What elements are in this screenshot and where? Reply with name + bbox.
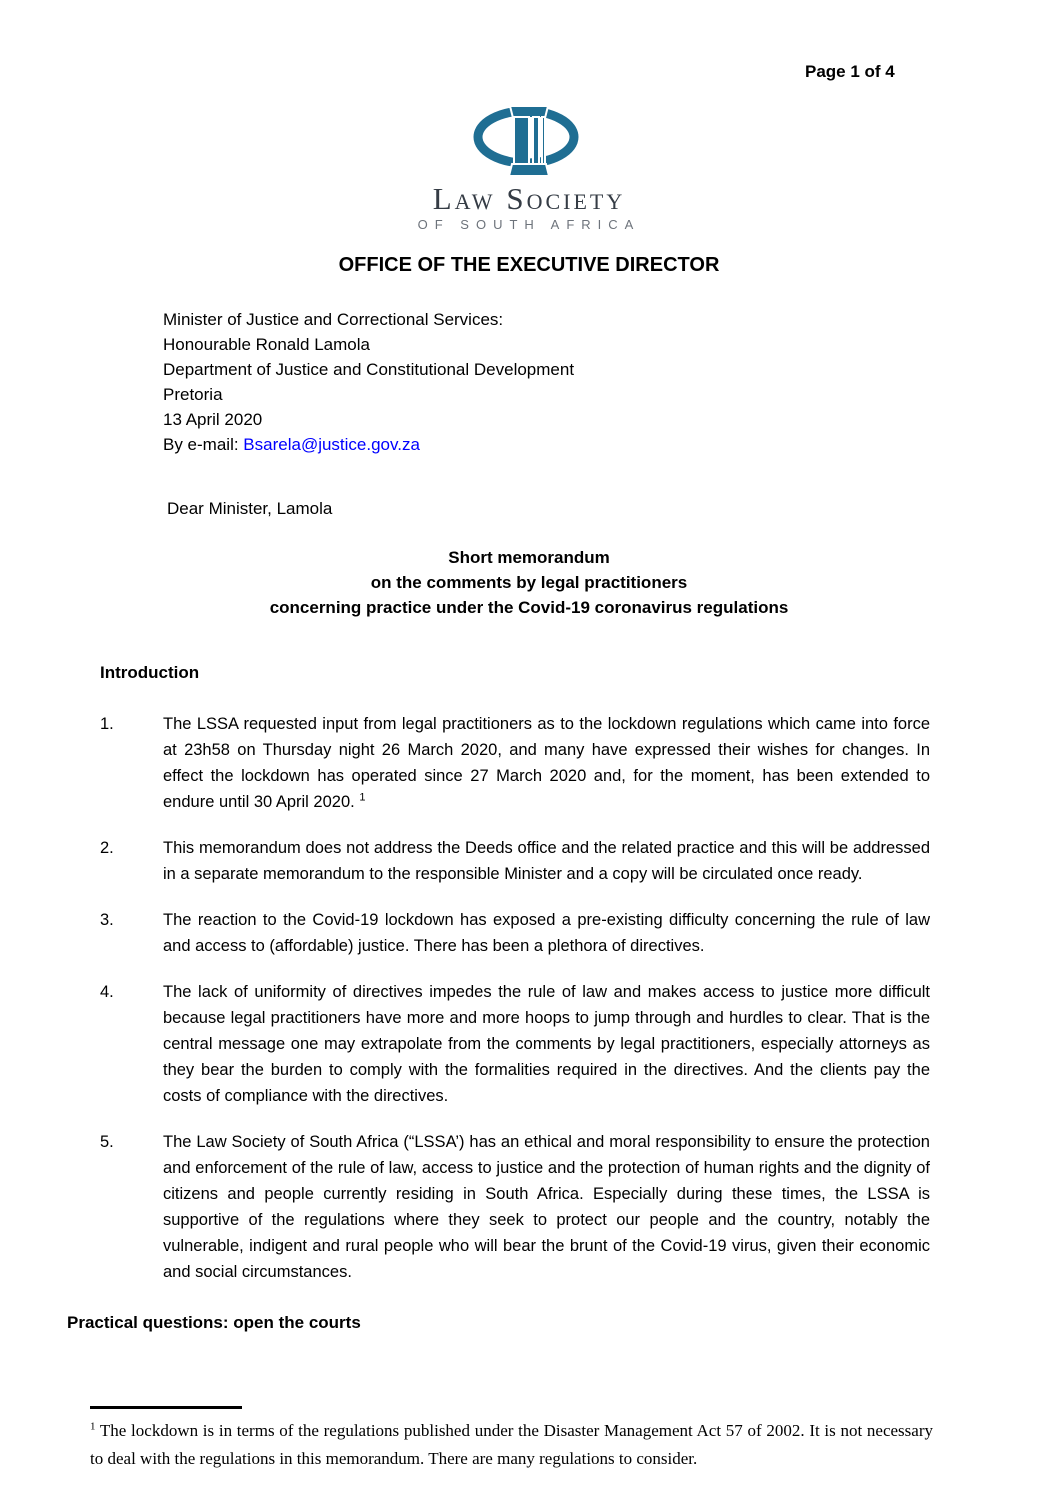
body-paragraphs	[100, 711, 930, 1305]
office-title: OFFICE OF THE EXECUTIVE DIRECTOR	[338, 254, 720, 276]
footnote-ref-marker: 1	[359, 791, 366, 804]
memo-title	[0, 545, 1058, 620]
column-ellipse-icon	[473, 104, 585, 178]
numbered-paragraph	[100, 979, 930, 1109]
recipient-line: Pretoria	[163, 385, 223, 404]
paragraph-text: The lack of uniformity of directives impedes the rule of law and makes access to justice more difficult because legal practitioners have more and more hoops to jump through and hurdles to clear. That is the central message one may extrapolate from the comments by legal practitioners, especially attorneys as they bear the burden to comply with the formalities required in the directives. And the clients pay the costs of compliance with the directives.	[163, 983, 930, 1105]
paragraph-text: This memorandum does not address the Deeds office and the related practice and this will be addressed in a separate memorandum to the responsible Minister and a copy will be circulated once ready.	[163, 839, 930, 883]
recipient-line: Department of Justice and Constitutional Development	[163, 360, 575, 379]
recipient-line: 13 April 2020	[163, 410, 263, 429]
law-society-logo	[0, 104, 1058, 231]
numbered-paragraph	[100, 835, 930, 887]
paragraph-text	[163, 711, 930, 815]
footnote-block	[90, 1406, 933, 1473]
numbered-paragraph	[100, 1129, 930, 1285]
salutation: Dear Minister, Lamola	[167, 499, 333, 518]
recipient-line: Honourable Ronald Lamola	[163, 335, 370, 354]
numbered-paragraph	[100, 907, 930, 959]
page-number: Page 1 of 4	[805, 62, 895, 81]
paragraph-text-content: The LSSA requested input from legal practitioners as to the lockdown regulations which came into force at 23h58 on Thursday night 26 March 2020, and many have expressed their wishes for changes. In effect the lockdown has operated since 27 March 2020 and, for the moment, has been extended to endure until 30 April 2020.	[163, 715, 930, 811]
recipient-line: Minister of Justice and Correctional Services:	[163, 310, 504, 329]
footnote-marker: 1	[90, 1420, 96, 1433]
logo-wordmark: Law Society	[432, 181, 626, 216]
logo-subtitle: OF SOUTH AFRICA	[417, 217, 641, 232]
email-link[interactable]: Bsarela@justice.gov.za	[243, 435, 420, 454]
introduction-heading: Introduction	[100, 663, 200, 682]
practical-questions-heading: Practical questions: open the courts	[67, 1313, 361, 1332]
recipient-block	[163, 307, 574, 457]
footnote-text	[90, 1417, 933, 1473]
memo-title-line: concerning practice under the Covid-19 coronavirus regulations	[269, 598, 789, 617]
paragraph-number: 1.	[100, 715, 114, 733]
footnote-separator	[90, 1406, 242, 1409]
paragraph-number: 4.	[100, 983, 114, 1001]
paragraph-text: The Law Society of South Africa (“LSSA’) has an ethical and moral responsibility to ensure the protection and enforcement of the rule of law, access to justice and the protection of human rights and the dignity of citizens and people currently residing in South Africa. Especially during these times, the LSSA is supportive of the regulations where they seek to protect our people and the country, notably the vulnerable, indigent and rural people who will bear the brunt of the Covid-19 virus, given their economic and social circumstances.	[163, 1133, 930, 1281]
paragraph-number: 2.	[100, 839, 114, 857]
paragraph-number: 5.	[100, 1133, 114, 1151]
email-label: By e-mail:	[163, 435, 244, 454]
memo-title-line: Short memorandum	[448, 548, 610, 567]
numbered-paragraph	[100, 711, 930, 815]
paragraph-text: The reaction to the Covid-19 lockdown has exposed a pre-existing difficulty concerning the rule of law and access to (affordable) justice. There has been a plethora of directives.	[163, 911, 930, 955]
email-line	[163, 432, 574, 457]
paragraph-number: 3.	[100, 911, 114, 929]
footnote-text-content: The lockdown is in terms of the regulations published under the Disaster Management Act 57 of 2002. It is not necessary to deal with the regulations in this memorandum. There are many regulations to consider.	[90, 1421, 933, 1468]
memo-title-line: on the comments by legal practitioners	[370, 573, 688, 592]
